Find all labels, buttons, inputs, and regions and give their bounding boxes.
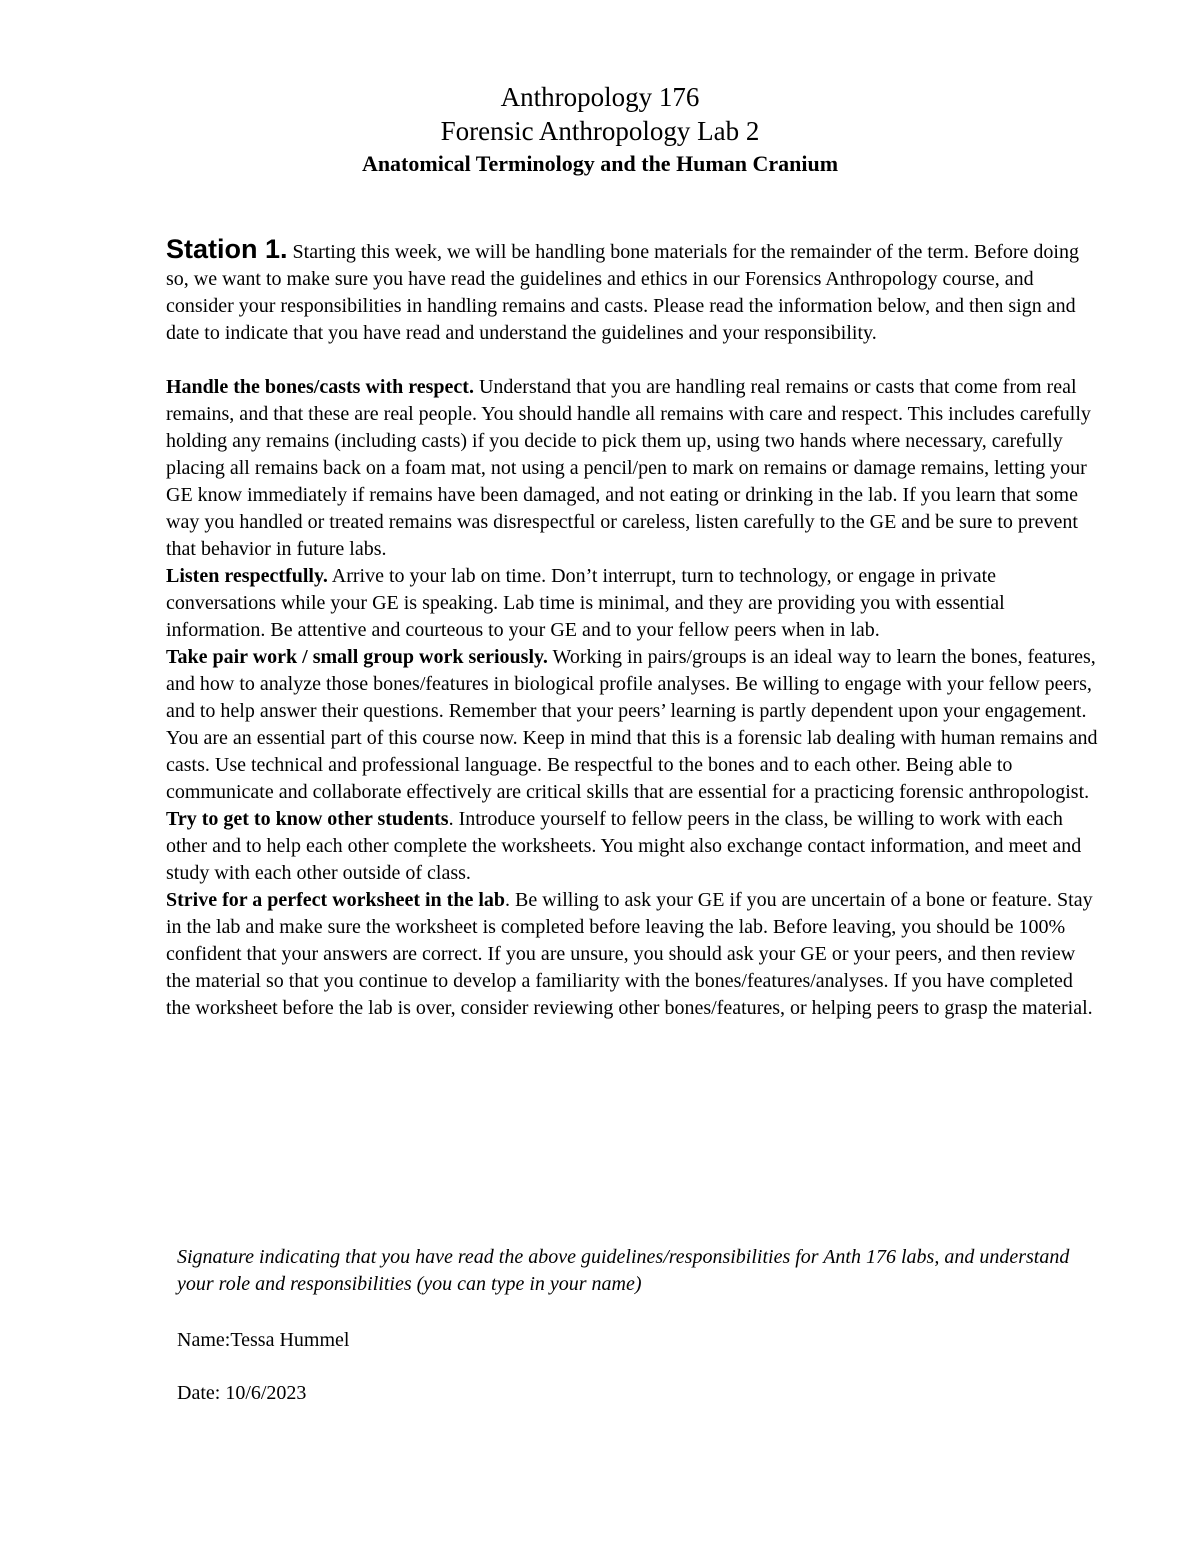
guideline-heading: Take pair work / small group work seriously. <box>166 646 548 668</box>
guideline-text: Arrive to your lab on time. Don’t interrupt, turn to technology, or engage in private conversations while your GE is speaking. Lab time is minimal, and they are providing you with essential information. Be attentive and courteous to your GE and to your fellow peers when in lab. <box>166 565 1005 641</box>
guideline-text: Understand that you are handling real remains or casts that come from real remains, and that these are real people. You should handle all remains with care and respect. This includes carefully holding any remains (including casts) if you decide to pick them up, using two hands where necessary, carefully placing all remains back on a foam mat, not using a pencil/pen to mark on remains or damage remains, letting your GE know immediately if remains have been damaged, and not eating or drinking in the lab. If you learn that some way you handled or treated remains was disrespectful or careless, listen carefully to the GE and be sure to prevent that behavior in future labs. <box>166 376 1091 560</box>
station-intro-paragraph <box>166 236 1102 347</box>
guideline-text: . Introduce yourself to fellow peers in the class, be willing to work with each other and to help each other complete the worksheets. You might also exchange contact information, and meet and study with each other outside of class. <box>166 808 1082 884</box>
name-value: Tessa Hummel <box>230 1329 350 1351</box>
name-label: Name: <box>177 1329 231 1351</box>
lab-subtitle: Anatomical Terminology and the Human Cranium <box>361 151 839 176</box>
signature-instruction: Signature indicating that you have read the above guidelines/responsibilities for Anth 176 labs, and understand your role and responsibilities (you can type in your name) <box>177 1246 1070 1295</box>
date-line <box>177 1380 306 1407</box>
guideline-heading: Strive for a perfect worksheet in the lab <box>166 889 506 911</box>
lab-title: Forensic Anthropology Lab 2 <box>440 116 760 146</box>
date-value: 10/6/2023 <box>225 1382 307 1404</box>
guideline-listen-respectfully <box>166 563 1102 644</box>
guideline-text: Working in pairs/groups is an ideal way to learn the bones, features, and how to analyze those bones/features in biological profile analyses. Be willing to engage with your fellow peers, and to help answer their questions. Remember that your peers’ learning is partly dependent upon your engagement. You are an essential part of this course now. Keep in mind that this is a forensic lab dealing with human remains and casts. Use technical and professional language. Be respectful to the bones and to each other. Being able to communicate and collaborate effectively are critical skills that are essential for a practicing forensic anthropologist. <box>166 646 1098 803</box>
course-title: Anthropology 176 <box>500 82 700 112</box>
date-label: Date: <box>177 1382 226 1404</box>
guideline-pair-work <box>166 644 1102 806</box>
station-heading: Station 1. <box>166 234 288 264</box>
guideline-heading: Listen respectfully. <box>166 565 328 587</box>
guideline-heading: Handle the bones/casts with respect. <box>166 376 474 398</box>
document-body <box>166 236 1102 1022</box>
document-header <box>0 80 1200 180</box>
guideline-heading: Try to get to know other students <box>166 808 449 830</box>
guideline-know-students <box>166 806 1102 887</box>
name-line <box>177 1327 349 1354</box>
station-intro-text: Starting this week, we will be handling bone materials for the remainder of the term. Before doing so, we want to make sure you have read the guidelines and ethics in our Forensics Anthropology course, and consider your responsibilities in handling remains and casts. Please read the information below, and then sign and date to indicate that you have read and understand the guidelines and your responsibility. <box>166 241 1079 344</box>
guideline-perfect-worksheet <box>166 887 1102 1022</box>
guideline-text: . Be willing to ask your GE if you are uncertain of a bone or feature. Stay in the lab and make sure the worksheet is completed before leaving the lab. Before leaving, you should be 100% confident that your answers are correct. If you are unsure, you should ask your GE or your peers, and then review the material so that you continue to develop a familiarity with the bones/features/analyses. If you have completed the worksheet before the lab is over, consider reviewing other bones/features, or helping peers to grasp the material. <box>166 889 1093 1019</box>
guideline-handle-respect <box>166 374 1102 563</box>
